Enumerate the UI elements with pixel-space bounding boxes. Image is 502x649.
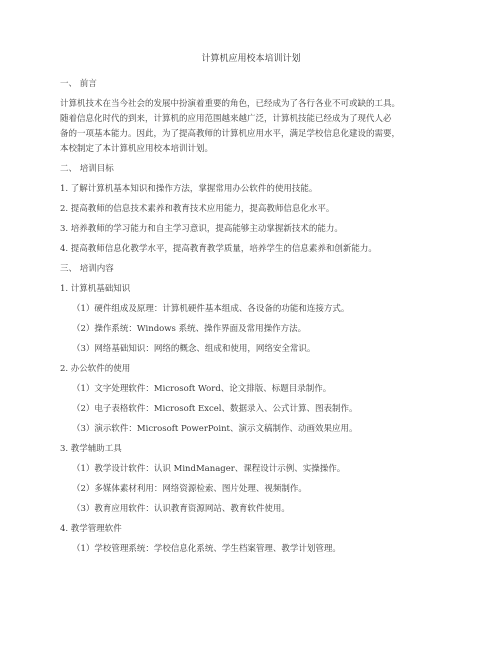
content-item-3-2: （2）多媒体素材利用：网络资源检索、图片处理、视频制作。	[72, 484, 307, 494]
section-heading-preface: 一、 前言	[60, 79, 97, 89]
preface-line-2: 随着信息化时代的到来，计算机的应用范围越来越广泛，计算机技能已经成为了现代人必	[60, 114, 392, 124]
goal-item-2: 2. 提高教师的信息技术素养和教育技术应用能力，提高教师信息化水平。	[60, 204, 335, 214]
section-heading-goals: 二、 培训目标	[60, 164, 114, 174]
preface-line-3: 备的一项基本能力。因此，为了提高教师的计算机应用水平，满足学校信息化建设的需要，	[60, 129, 401, 139]
preface-line-1: 计算机技术在当今社会的发展中扮演着重要的角色，已经成为了各行各业不可或缺的工具。	[60, 99, 401, 109]
content-group-title-1: 1. 计算机基础知识	[60, 284, 131, 294]
content-item-3-1: （1）教学设计软件：认识 MindManager、课程设计示例、实操操作。	[72, 464, 346, 474]
content-item-2-3: （3）演示软件：Microsoft PowerPoint、演示文稿制作、动画效果应用。	[72, 424, 358, 434]
content-group-title-2: 2. 办公软件的使用	[60, 364, 131, 374]
document-title: 计算机应用校本培训计划	[201, 54, 301, 64]
content-item-3-3: （3）教育应用软件：认识教育资源网站、教育软件使用。	[72, 504, 290, 514]
content-item-1-2: （2）操作系统：Windows 系统、操作界面及常用操作方法。	[72, 324, 307, 334]
content-item-2-2: （2）电子表格软件：Microsoft Excel、数据录入、公式计算、图表制作。	[72, 404, 358, 414]
preface-line-4: 本校制定了本计算机应用校本培训计划。	[60, 144, 214, 154]
goal-item-1: 1. 了解计算机基本知识和操作方法，掌握常用办公软件的使用技能。	[60, 184, 318, 194]
content-item-1-3: （3）网络基础知识：网络的概念、组成和使用，网络安全常识。	[72, 344, 316, 354]
content-item-2-1: （1）文字处理软件：Microsoft Word、论文排版、标题目录制作。	[72, 384, 332, 394]
content-item-1-1: （1）硬件组成及原理：计算机硬件基本组成、各设备的功能和连接方式。	[72, 304, 350, 314]
content-group-title-3: 3. 教学辅助工具	[60, 444, 122, 454]
goal-item-4: 4. 提高教师信息化教学水平，提高教育教学质量，培养学生的信息素养和创新能力。	[60, 244, 377, 254]
goal-item-3: 3. 培养教师的学习能力和自主学习意识，提高能够主动掌握新技术的能力。	[60, 224, 343, 234]
section-heading-content: 三、 培训内容	[60, 264, 114, 274]
content-item-4-1: （1）学校管理系统：学校信息化系统、学生档案管理、教学计划管理。	[72, 544, 341, 554]
content-group-title-4: 4. 教学管理软件	[60, 524, 122, 534]
